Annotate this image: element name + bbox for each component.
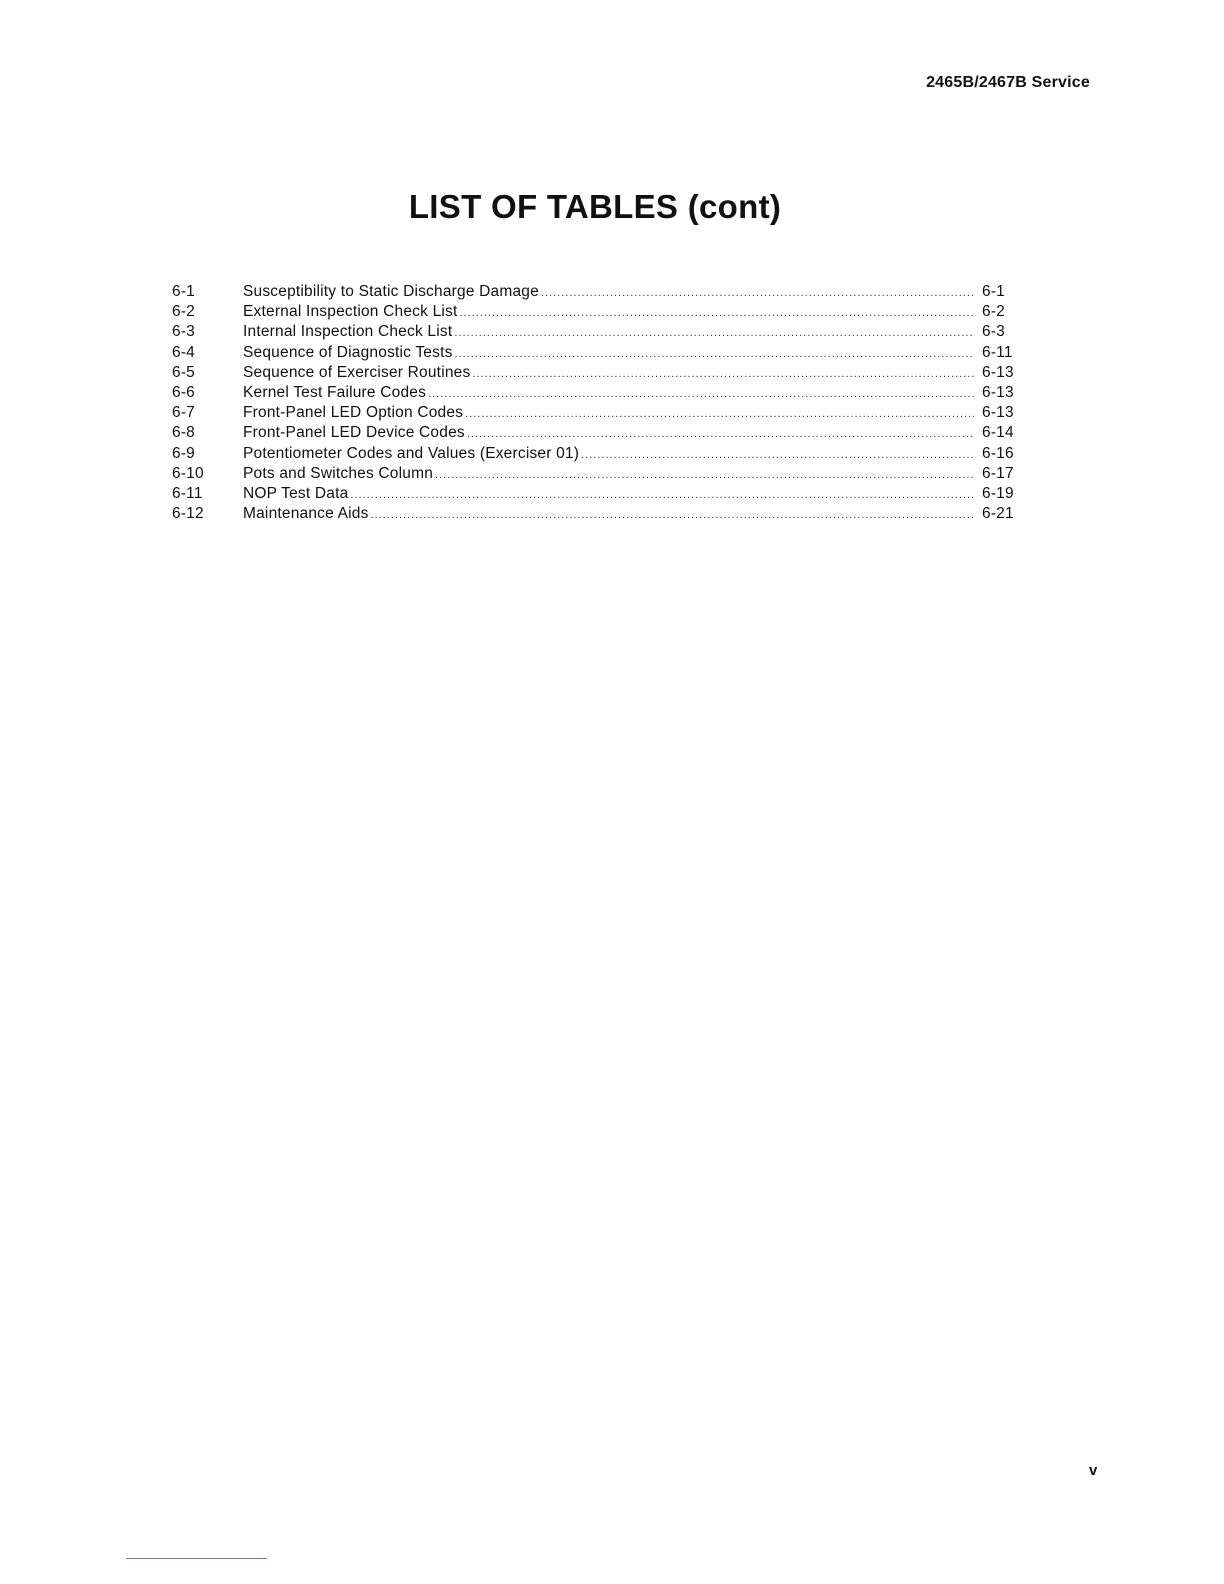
toc-entry-title: Front-Panel LED Option Codes xyxy=(243,404,464,422)
toc-entry-number: 6-8 xyxy=(172,424,196,442)
toc-entry-title: Potentiometer Codes and Values (Exerciser 01) xyxy=(243,444,580,462)
toc-entry-page: 6-14 xyxy=(982,424,1014,442)
toc-entry-number: 6-5 xyxy=(172,363,196,381)
toc-entry-page: 6-2 xyxy=(982,303,1006,321)
toc-entry-title: Internal Inspection Check List xyxy=(243,323,453,341)
toc-entry-number: 6-6 xyxy=(172,383,196,401)
toc-entry-number: 6-10 xyxy=(172,464,204,482)
toc-entry-number: 6-7 xyxy=(172,404,196,422)
dot-leader xyxy=(460,303,975,323)
toc-entry[interactable] xyxy=(172,383,1030,403)
toc-entry-page: 6-19 xyxy=(982,484,1014,502)
toc-entry[interactable] xyxy=(172,302,1030,322)
toc-entry[interactable] xyxy=(172,282,1030,302)
toc-entry-page: 6-11 xyxy=(982,343,1013,361)
toc-entry-title: Susceptibility to Static Discharge Damage xyxy=(243,283,539,300)
toc-entry-title: Kernel Test Failure Codes xyxy=(243,383,427,401)
toc-entry-title: Front-Panel LED Device Codes xyxy=(243,424,465,442)
toc-entry[interactable] xyxy=(172,403,1030,423)
toc-entry[interactable] xyxy=(172,504,1030,524)
toc-entry-page: 6-13 xyxy=(982,404,1014,422)
toc-entry-number: 6-12 xyxy=(172,505,204,523)
dot-leader xyxy=(454,323,974,343)
dot-leader xyxy=(465,404,974,424)
toc-entry-title: Pots and Switches Column xyxy=(243,464,434,482)
dot-leader xyxy=(435,465,974,485)
dot-leader xyxy=(472,364,974,384)
table-of-contents xyxy=(172,282,1030,524)
toc-entry[interactable] xyxy=(172,343,1030,363)
toc-entry-page: 6-13 xyxy=(982,363,1014,381)
toc-entry-title: Sequence of Exerciser Routines xyxy=(243,363,471,381)
footer-rule xyxy=(126,1558,267,1559)
running-header: 2465B/2467B Service xyxy=(926,74,1090,91)
dot-leader xyxy=(467,424,974,444)
dot-leader xyxy=(371,505,974,525)
toc-entry[interactable] xyxy=(172,363,1030,383)
toc-entry-page: 6-21 xyxy=(982,505,1014,523)
toc-entry-title: NOP Test Data xyxy=(243,484,349,502)
page-number: v xyxy=(1089,1462,1098,1479)
toc-entry-number: 6-9 xyxy=(172,444,196,462)
toc-entry-number: 6-4 xyxy=(172,343,196,361)
toc-entry-title: Sequence of Diagnostic Tests xyxy=(243,343,453,361)
toc-entry[interactable] xyxy=(172,484,1030,504)
toc-entry-number: 6-2 xyxy=(172,303,196,321)
toc-entry-page: 6-16 xyxy=(982,444,1014,462)
toc-entry[interactable] xyxy=(172,423,1030,443)
dot-leader xyxy=(350,485,974,505)
dot-leader xyxy=(428,384,974,404)
toc-entry-number: 6-1 xyxy=(172,283,196,300)
toc-entry[interactable] xyxy=(172,444,1030,464)
page-title: LIST OF TABLES (cont) xyxy=(408,188,782,225)
dot-leader xyxy=(541,283,974,303)
toc-entry-page: 6-1 xyxy=(982,283,1006,300)
toc-entry-number: 6-3 xyxy=(172,323,196,341)
toc-entry[interactable] xyxy=(172,464,1030,484)
toc-entry-title: External Inspection Check List xyxy=(243,303,458,321)
dot-leader xyxy=(581,445,974,465)
toc-entry[interactable] xyxy=(172,322,1030,342)
toc-entry-page: 6-13 xyxy=(982,383,1014,401)
toc-entry-title: Maintenance Aids xyxy=(243,505,369,523)
toc-entry-page: 6-3 xyxy=(982,323,1006,341)
toc-entry-page: 6-17 xyxy=(982,464,1014,482)
toc-entry-number: 6-11 xyxy=(172,484,203,502)
dot-leader xyxy=(455,344,974,364)
